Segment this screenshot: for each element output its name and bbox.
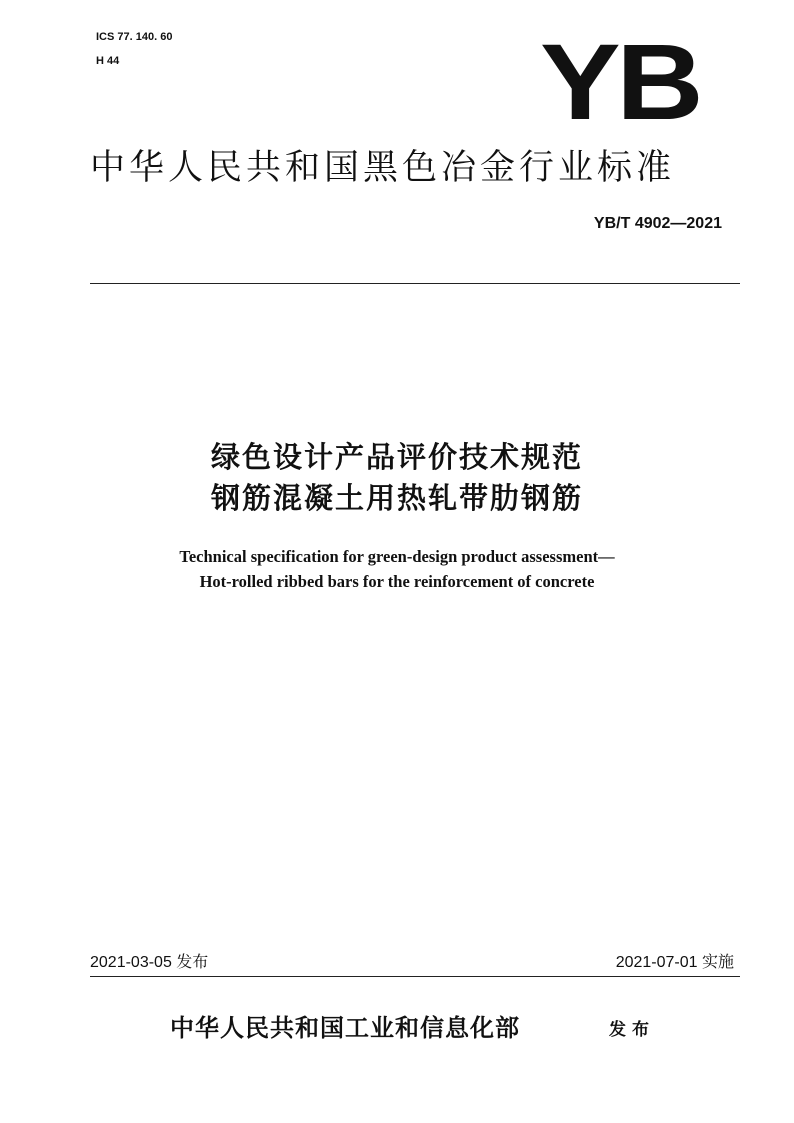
english-title-line-2: Hot-rolled ribbed bars for the reinforcement of concrete	[199, 572, 595, 591]
publish-label: 发布	[609, 1020, 655, 1040]
industry-standard-title: 中华人民共和国黑色冶金行业标准	[90, 148, 676, 188]
ics-code: ICS 77. 140. 60	[96, 31, 173, 43]
chinese-title-line-2: 钢筋混凝土用热轧带肋钢筋	[210, 481, 583, 515]
bottom-divider	[90, 976, 740, 977]
top-divider	[90, 283, 740, 284]
implementation-date: 2021-07-01 实施	[615, 954, 734, 971]
issue-date: 2021-03-05 发布	[90, 954, 209, 971]
chinese-title-line-1: 绿色设计产品评价技术规范	[210, 440, 583, 474]
english-title-line-1: Technical specification for green-design product assessment—	[179, 547, 615, 566]
publisher-name: 中华人民共和国工业和信息化部	[170, 1013, 520, 1042]
standard-number: YB/T 4902—2021	[593, 215, 722, 232]
yb-logo: YB	[540, 40, 700, 124]
classification-code: H 44	[96, 55, 120, 67]
